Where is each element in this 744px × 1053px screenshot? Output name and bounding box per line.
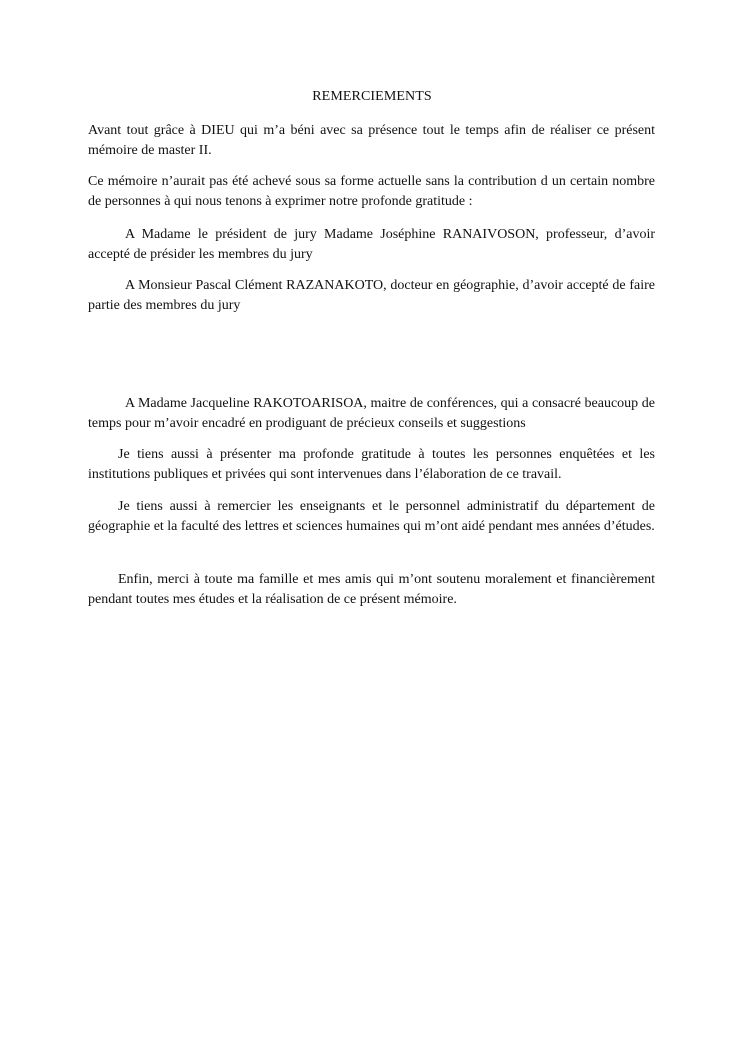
paragraph-faculty: Je tiens aussi à remercier les enseignants et le personnel administratif du département de géographie et la faculté des lettres et sciences humaines qui m’ont aidé pendant mes années d’études. [88,499,655,534]
page-title: REMERCIEMENTS [312,89,432,104]
paragraph-family: Enfin, merci à toute ma famille et mes amis qui m’ont soutenu moralement et financièrement pendant toutes mes études et la réalisation de ce présent mémoire. [88,572,655,607]
paragraph-intro: Avant tout grâce à DIEU qui m’a béni avec sa présence tout le temps afin de réaliser ce présent mémoire de master II. [88,123,655,158]
paragraph-contribution: Ce mémoire n’aurait pas été achevé sous sa forme actuelle sans la contribution d un certain nombre de personnes à qui nous tenons à exprimer notre profonde gratitude : [88,174,655,209]
paragraph-respondents: Je tiens aussi à présenter ma profonde gratitude à toutes les personnes enquêtées et les institutions publiques et privées qui sont intervenues dans l’élaboration de ce travail. [88,447,655,482]
paragraph-jury-member: A Monsieur Pascal Clément RAZANAKOTO, docteur en géographie, d’avoir accepté de faire partie des membres du jury [88,278,655,313]
paragraph-jury-president: A Madame le président de jury Madame Joséphine RANAIVOSON, professeur, d’avoir accepté de présider les membres du jury [88,227,655,262]
paragraph-supervisor: A Madame Jacqueline RAKOTOARISOA, maitre de conférences, qui a consacré beaucoup de temps pour m’avoir encadré en prodiguant de précieux conseils et suggestions [88,396,655,431]
